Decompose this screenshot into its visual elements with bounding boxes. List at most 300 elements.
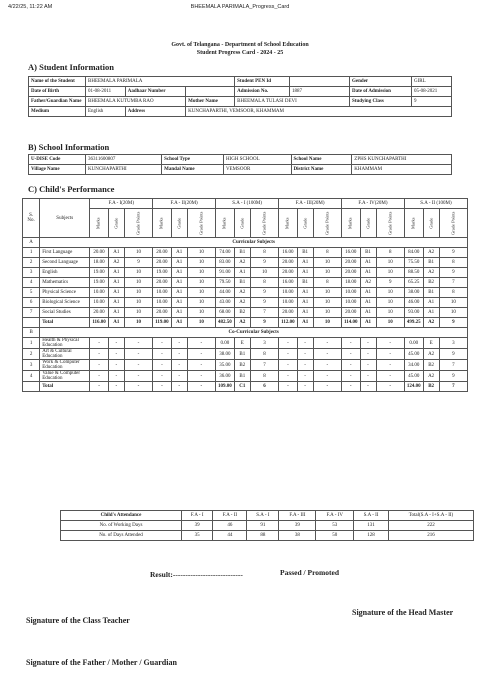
column-subheader: Grade Points [187,209,215,238]
table-cell: A2 [423,318,439,328]
table-cell: - [171,360,187,371]
table-cell: 20.00 [153,258,171,268]
table-cell: - [279,338,297,349]
table-cell: 119.00 [153,318,171,328]
print-doc-title: BHEEMALA PARIMALA_Progress_Card [190,4,290,10]
table-cell: A1 [108,288,124,298]
subject-name: Work & Computer Education [40,360,90,371]
table-cell: 499.25 [404,318,423,328]
table-cell: A1 [108,298,124,308]
working-days-label: No. of Working Days [61,521,182,531]
doa-label: Date of Admission [350,87,412,97]
studying-class: 9 [411,97,451,107]
table-cell: 109.00 [216,382,235,392]
table-cell: 112.00 [279,318,297,328]
co-curricular-title: Co-Curricular Subjects [40,328,468,338]
table-cell: 19.00 [90,278,108,288]
table-cell: - [297,371,313,382]
subject-name: Social Studies [40,308,90,318]
table-cell: B1 [234,349,250,360]
table-cell: 9 [439,371,467,382]
table-cell: 8 [250,371,278,382]
student-doa: 05-08-2021 [411,87,451,97]
subject-name: Second Language [40,258,90,268]
card-title: Student Progress Card - 2024 - 25 [196,50,284,56]
table-cell: 35.00 [216,360,235,371]
table-cell: 10 [313,268,341,278]
mandal-label: Mandal Name [162,165,224,175]
table-cell: 20.00 [153,308,171,318]
table-cell: 75.50 [404,258,423,268]
table-cell: - [187,360,215,371]
group-header: S.A - II (100M) [404,199,467,209]
table-cell: 10 [313,298,341,308]
table-cell: 3 [250,338,278,349]
table-cell: A1 [171,248,187,258]
table-cell: A1 [108,318,124,328]
table-cell: - [171,349,187,360]
table-cell: A1 [297,288,313,298]
table-cell: 10 [376,298,404,308]
table-cell: 8 [313,278,341,288]
headmaster-signature: Signature of the Head Master [352,608,454,617]
table-cell: A1 [360,298,376,308]
student-name: BHEEMALA PARIMALA [86,77,235,87]
table-cell: 116.00 [90,318,108,328]
table-row [23,349,468,360]
table-cell: A1 [171,288,187,298]
table-cell: 124.00 [404,382,423,392]
group-header: F.A - III(20M) [279,199,342,209]
address: KUNCHAPARTHI, VEMSOOR, KHAMMAM [186,107,452,117]
section-school-info: B) School Information [28,142,110,152]
table-cell: 38.00 [404,288,423,298]
table-cell: A1 [360,288,376,298]
table-cell: A1 [108,308,124,318]
att-val: 46 [213,521,247,531]
mother-name: BHEEMALA TULASI DEVI [235,97,350,107]
table-cell: 16.00 [279,278,297,288]
table-cell: 10.00 [153,298,171,308]
table-cell: 7 [250,308,278,318]
att-col: F.A - II [213,511,247,521]
table-cell: A2 [234,258,250,268]
table-cell: 482.50 [216,318,235,328]
column-subheader: Marks [153,209,171,238]
table-cell: 20.00 [153,278,171,288]
table-cell: 9 [376,278,404,288]
table-cell: A2 [423,349,439,360]
table-cell: A2 [234,288,250,298]
att-val: 38 [279,531,316,541]
table-cell: 8 [250,349,278,360]
subject-name: Total [40,318,90,328]
table-cell: - [124,338,152,349]
table-cell: 9 [250,288,278,298]
column-subheader: Grade [297,209,313,238]
table-cell: 44.00 [216,288,235,298]
table-cell: 74.00 [216,248,235,258]
column-subheader: Marks [216,209,235,238]
student-gender: GIRL [411,77,451,87]
dob-label: Date of Birth [29,87,86,97]
table-cell: 79.50 [216,278,235,288]
table-cell: A1 [297,268,313,278]
table-cell: 3 [23,268,40,278]
table-cell: A1 [171,258,187,268]
table-cell: B2 [423,360,439,371]
table-cell: 10.00 [153,288,171,298]
table-cell: 10 [313,288,341,298]
table-cell: 2 [23,258,40,268]
table-cell: A1 [108,278,124,288]
table-cell: - [313,371,341,382]
att-val: 88 [247,531,279,541]
att-col: F.A - IV [316,511,354,521]
subject-name: Value & Computer Education [40,371,90,382]
att-val: 50 [316,531,354,541]
att-val: 39 [279,521,316,531]
table-cell: 10 [376,308,404,318]
table-cell: 18.00 [90,258,108,268]
group-header: S.A - I (100M) [216,199,279,209]
student-dob: 01-08-2011 [86,87,126,97]
table-cell: - [279,371,297,382]
table-cell: - [90,349,108,360]
table-cell: B1 [234,371,250,382]
att-val: 53 [316,521,354,531]
table-cell: - [342,371,360,382]
table-cell: A2 [234,298,250,308]
table-row [23,288,468,298]
table-cell: 0.00 [216,338,235,349]
father-label: Father/Guardian Name [29,97,86,107]
table-cell: A1 [297,318,313,328]
column-subheader: Grade Points [313,209,341,238]
table-cell: B1 [360,248,376,258]
table-cell: 3 [439,338,467,349]
part-a-label: A [23,238,40,248]
table-cell: - [171,338,187,349]
table-cell: B1 [423,258,439,268]
column-subheader: Grade Points [439,209,467,238]
att-val: 128 [354,531,389,541]
table-cell: A1 [297,308,313,318]
table-cell: - [124,371,152,382]
table-cell: 10 [313,258,341,268]
table-cell: 20.00 [90,248,108,258]
table-cell: 8 [313,248,341,258]
table-cell: 9 [439,318,467,328]
table-cell: 10 [124,318,152,328]
table-cell: A1 [171,318,187,328]
school-info-table [28,154,452,175]
group-header: F.A - I(20M) [90,199,153,209]
table-cell: 10 [376,268,404,278]
table-cell: 10 [187,288,215,298]
table-cell: - [171,371,187,382]
table-cell: 8 [250,248,278,258]
table-cell: 1 [23,338,40,349]
class-teacher-signature: Signature of the Class Teacher [26,616,130,625]
table-cell: A1 [360,318,376,328]
table-cell: - [153,338,171,349]
table-cell: 9 [250,318,278,328]
admission-label: Admission No. [235,87,290,97]
table-cell: - [90,360,108,371]
table-cell: 20.00 [279,258,297,268]
table-cell: - [108,349,124,360]
table-cell: A1 [171,308,187,318]
table-cell: 10 [187,308,215,318]
table-cell: 83.00 [216,258,235,268]
subject-name: Health & Physical Education [40,338,90,349]
mother-label: Mother Name [186,97,235,107]
table-cell: E [423,338,439,349]
table-cell: 10 [250,268,278,278]
table-cell: 20.00 [342,258,360,268]
att-col: F.A - I [182,511,213,521]
table-cell: 8 [250,278,278,288]
table-cell: 45.00 [404,349,423,360]
table-row [23,338,468,349]
udise-code: 36311600807 [86,155,162,165]
sno-header: S. No. [23,199,40,238]
subject-name: English [40,268,90,278]
school-type-label: School Type [162,155,224,165]
table-cell: B1 [234,278,250,288]
column-subheader: Grade [423,209,439,238]
table-cell: 20.00 [342,308,360,318]
table-cell: 8 [439,288,467,298]
table-cell: 9 [439,248,467,258]
result-value: Passed / Promoted [280,568,340,577]
table-cell: 16.00 [279,248,297,258]
table-cell: 7 [439,278,467,288]
table-cell: 2 [23,349,40,360]
table-cell: - [376,338,404,349]
table-cell: - [108,382,124,392]
days-attended-label: No. of Days Attended [61,531,182,541]
table-cell: B1 [297,278,313,288]
subject-name: First Language [40,248,90,258]
table-cell: 10 [376,288,404,298]
column-subheader: Grade Points [250,209,278,238]
table-cell: - [360,371,376,382]
table-cell: 16.00 [342,248,360,258]
section-performance: C) Child's Performance [28,184,115,194]
govt-title: Govt. of Telangana - Department of School Education [171,42,309,48]
table-cell: 9 [250,298,278,308]
table-row [23,308,468,318]
table-cell: - [376,371,404,382]
table-cell: 10 [187,268,215,278]
table-cell: A2 [108,258,124,268]
table-cell: 3 [23,360,40,371]
table-cell: 7 [439,360,467,371]
table-cell: A2 [234,318,250,328]
class-label: Studying Class [350,97,412,107]
table-cell: - [279,360,297,371]
table-cell: - [90,371,108,382]
table-cell: B2 [234,360,250,371]
table-cell: 9 [439,268,467,278]
att-val: 222 [389,521,474,531]
att-val: 216 [389,531,474,541]
table-cell: 65.25 [404,278,423,288]
table-cell: - [376,382,404,392]
table-cell: 10 [187,318,215,328]
subject-name: Total [40,382,90,392]
table-cell: - [187,349,215,360]
table-cell: - [313,382,341,392]
school-name-label: School Name [291,155,352,165]
table-cell: 20.00 [279,308,297,318]
table-cell: 10 [124,278,152,288]
table-cell: A2 [423,371,439,382]
table-cell: 10.00 [90,298,108,308]
table-cell: 10.00 [279,298,297,308]
table-cell: B2 [423,278,439,288]
table-row [23,258,468,268]
mandal-name: VEMSOOR [223,165,291,175]
student-info-table [28,76,452,117]
student-pen [290,77,350,87]
subject-name: Physical Science [40,288,90,298]
column-subheader: Grade [171,209,187,238]
table-cell: 19.00 [90,268,108,278]
table-cell: - [153,382,171,392]
table-cell: - [124,360,152,371]
table-cell [23,318,40,328]
column-subheader: Marks [404,209,423,238]
table-cell: 10 [124,248,152,258]
table-cell: A1 [171,298,187,308]
curricular-title: Curricular Subjects [40,238,468,248]
table-cell: 10 [187,298,215,308]
att-col: S.A - II [354,511,389,521]
father-name: BHEEMALA KUTUMBA RAO [86,97,186,107]
table-cell: - [376,360,404,371]
table-cell: - [279,382,297,392]
table-cell: 7 [23,308,40,318]
table-cell: 84.00 [404,248,423,258]
attendance-table [60,510,474,541]
district-name: KHAMMAM [352,165,452,175]
medium: English [86,107,126,117]
table-cell: 114.00 [342,318,360,328]
table-cell: - [342,382,360,392]
table-cell: 10 [124,298,152,308]
table-cell: - [360,349,376,360]
print-datetime: 4/22/25, 11:22 AM [8,4,53,10]
school-type: HIGH SCHOOL [223,155,291,165]
table-cell: 18.00 [342,278,360,288]
table-cell: 7 [439,382,467,392]
table-cell: - [342,338,360,349]
medium-label: Medium [29,107,86,117]
table-cell: E [234,338,250,349]
table-row [23,278,468,288]
table-cell: 10.00 [342,298,360,308]
table-cell: 20.00 [153,248,171,258]
column-subheader: Marks [279,209,297,238]
table-cell: 4 [23,278,40,288]
table-cell: - [124,349,152,360]
subjects-header: Subjects [40,199,90,238]
table-cell: 10 [376,318,404,328]
table-cell: - [376,349,404,360]
table-cell: A1 [171,268,187,278]
table-cell: - [153,371,171,382]
table-row [23,248,468,258]
table-cell: 6 [250,382,278,392]
column-subheader: Grade [234,209,250,238]
table-cell: - [297,360,313,371]
result-label: Result:---------------------------- [150,570,243,579]
table-cell: 10.00 [279,288,297,298]
table-cell: 38.00 [216,349,235,360]
aadhaar-label: Aadhaar Number [125,87,185,97]
table-cell: - [342,349,360,360]
table-cell: B1 [423,288,439,298]
parent-signature: Signature of the Father / Mother / Guardian [26,658,177,667]
table-cell: 7 [250,360,278,371]
attendance-title: Child's Attendance [61,511,182,521]
table-cell: 10.00 [342,288,360,298]
district-label: District Name [291,165,352,175]
table-cell: - [342,360,360,371]
table-cell: 19.00 [153,268,171,278]
table-cell: 9 [439,349,467,360]
table-cell: 8 [376,248,404,258]
table-cell: - [360,338,376,349]
table-cell [23,382,40,392]
table-cell: A1 [297,298,313,308]
village-label: Village Name [29,165,86,175]
table-cell: 43.00 [216,298,235,308]
table-cell: 10 [124,308,152,318]
table-cell: 1 [23,248,40,258]
table-cell: - [297,382,313,392]
table-cell: 9 [250,258,278,268]
udise-label: U-DISE Code [29,155,86,165]
column-subheader: Marks [342,209,360,238]
gender-label: Gender [350,77,412,87]
table-cell: - [187,338,215,349]
att-val: 39 [182,521,213,531]
table-cell: 10 [187,258,215,268]
table-cell: - [187,382,215,392]
table-cell: - [108,338,124,349]
table-cell: 10 [187,248,215,258]
table-cell: - [90,338,108,349]
table-cell: 68.00 [216,308,235,318]
att-val: 131 [354,521,389,531]
table-cell: A2 [360,278,376,288]
table-cell: 36.00 [216,371,235,382]
table-cell: A1 [360,308,376,318]
table-cell: 10 [376,258,404,268]
column-subheader: Grade Points [124,209,152,238]
school-name: ZPHS KUNCHAPARTHI [352,155,452,165]
group-header: F.A - II(20M) [153,199,216,209]
table-cell: B2 [234,308,250,318]
column-subheader: Grade Points [376,209,404,238]
table-cell: A1 [423,308,439,318]
table-cell: 8 [439,258,467,268]
table-cell: B2 [423,382,439,392]
